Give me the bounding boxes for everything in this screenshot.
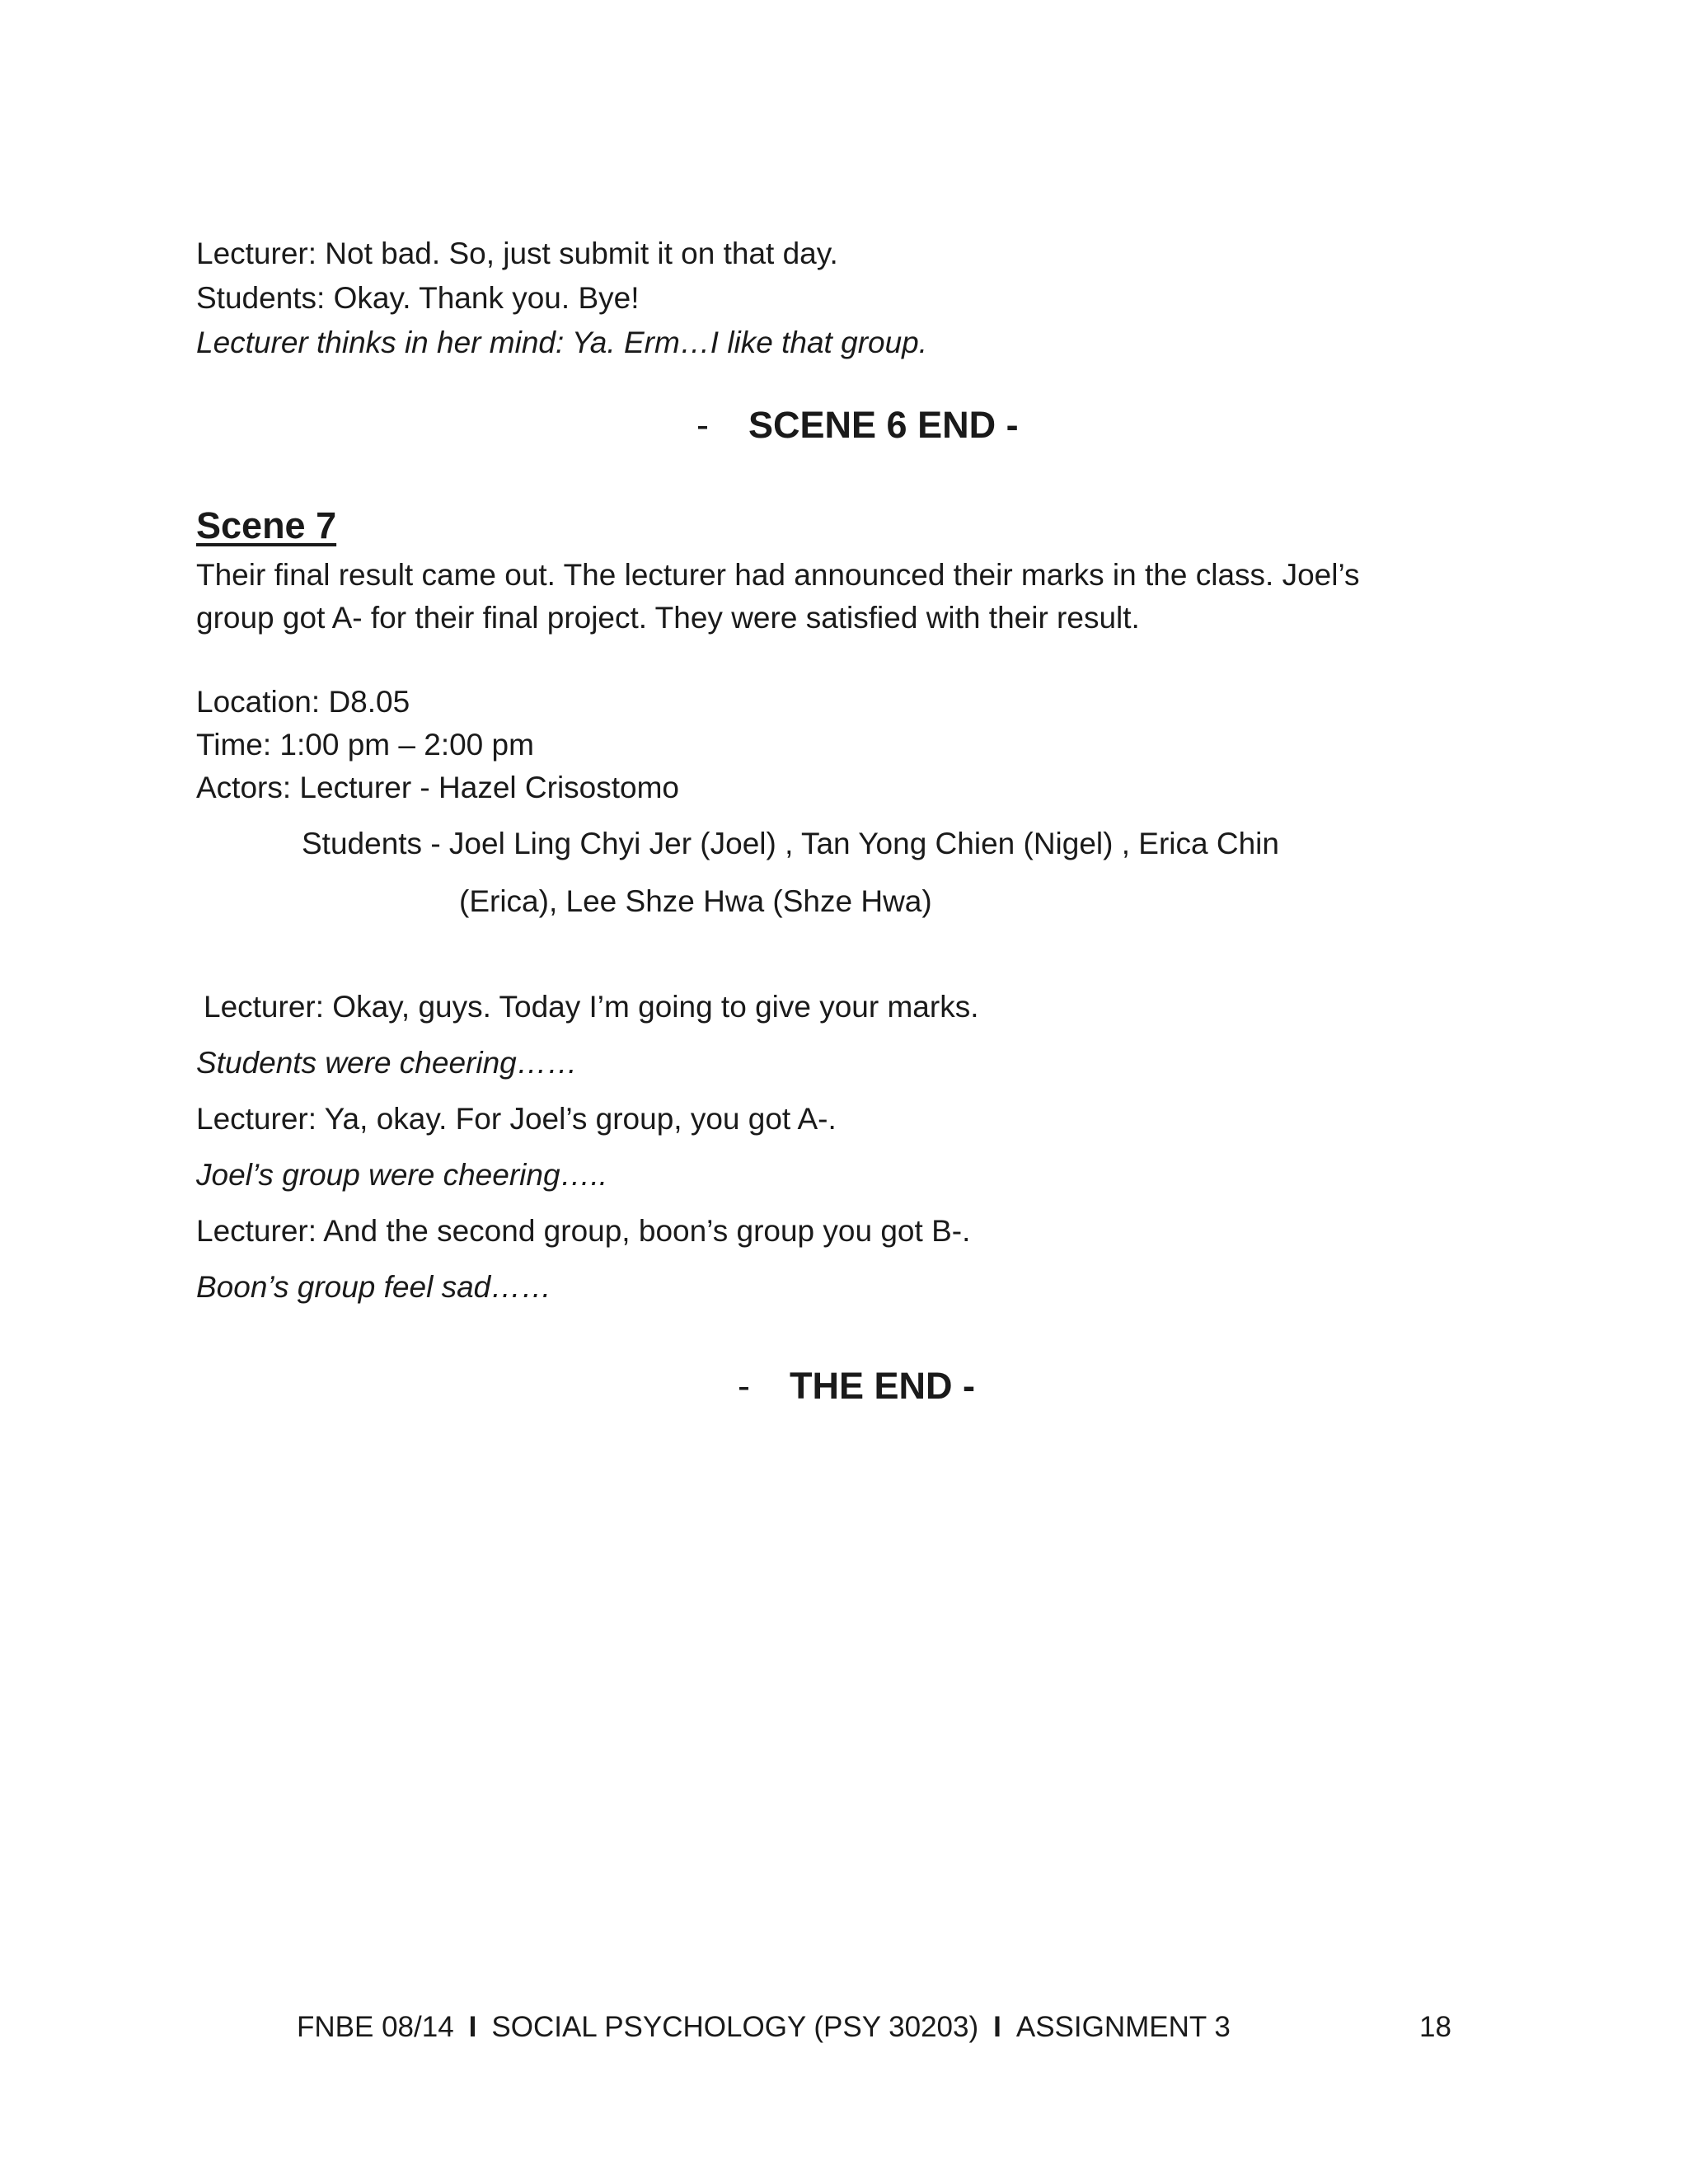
heading-text: THE END - [790, 1365, 975, 1407]
stage-direction: Joel’s group were cheering….. [196, 1158, 608, 1192]
footer-separator: I [993, 2011, 1001, 2043]
stage-direction: Lecturer thinks in her mind: Ya. Erm…I like that group. [196, 326, 928, 359]
scene-time: Time: 1:00 pm – 2:00 pm [196, 728, 534, 762]
heading-text: SCENE 6 END - [748, 404, 1019, 446]
scene-students-line: Students - Joel Ling Chyi Jer (Joel) , Tan Yong Chien (Nigel) , Erica Chin [302, 827, 1279, 860]
heading-dash: - [738, 1365, 750, 1407]
page-footer [297, 2011, 1231, 2044]
scene-actors: Actors: Lecturer - Hazel Crisostomo [196, 771, 680, 804]
scene-location: Location: D8.05 [196, 685, 410, 719]
dialogue-line: Lecturer: Not bad. So, just submit it on that day. [196, 237, 838, 270]
footer-course-code: FNBE 08/14 [297, 2011, 454, 2043]
footer-separator: I [468, 2011, 477, 2043]
footer-assignment: ASSIGNMENT 3 [1015, 2011, 1231, 2043]
scene-description-line: Their final result came out. The lecturer had announced their marks in the class. Joel’s [196, 558, 1360, 592]
dialogue-line: Lecturer: And the second group, boon’s group you got B-. [196, 1214, 971, 1248]
scene-students-line: (Erica), Lee Shze Hwa (Shze Hwa) [459, 884, 932, 918]
the-end-heading [738, 1365, 975, 1408]
scene-6-end-heading [696, 404, 1019, 447]
scene-7-title: Scene 7 [196, 504, 337, 546]
heading-dash: - [696, 404, 709, 446]
footer-subject: SOCIAL PSYCHOLOGY (PSY 30203) [491, 2011, 979, 2043]
page-number: 18 [1419, 2011, 1451, 2043]
stage-direction: Students were cheering…… [196, 1046, 578, 1080]
dialogue-line: Students: Okay. Thank you. Bye! [196, 281, 640, 315]
stage-direction: Boon’s group feel sad…… [196, 1270, 552, 1304]
dialogue-line: Lecturer: Ya, okay. For Joel’s group, you got A-. [196, 1102, 837, 1136]
dialogue-line: Lecturer: Okay, guys. Today I’m going to give your marks. [204, 990, 979, 1024]
scene-description-line: group got A- for their final project. They were satisfied with their result. [196, 601, 1140, 635]
